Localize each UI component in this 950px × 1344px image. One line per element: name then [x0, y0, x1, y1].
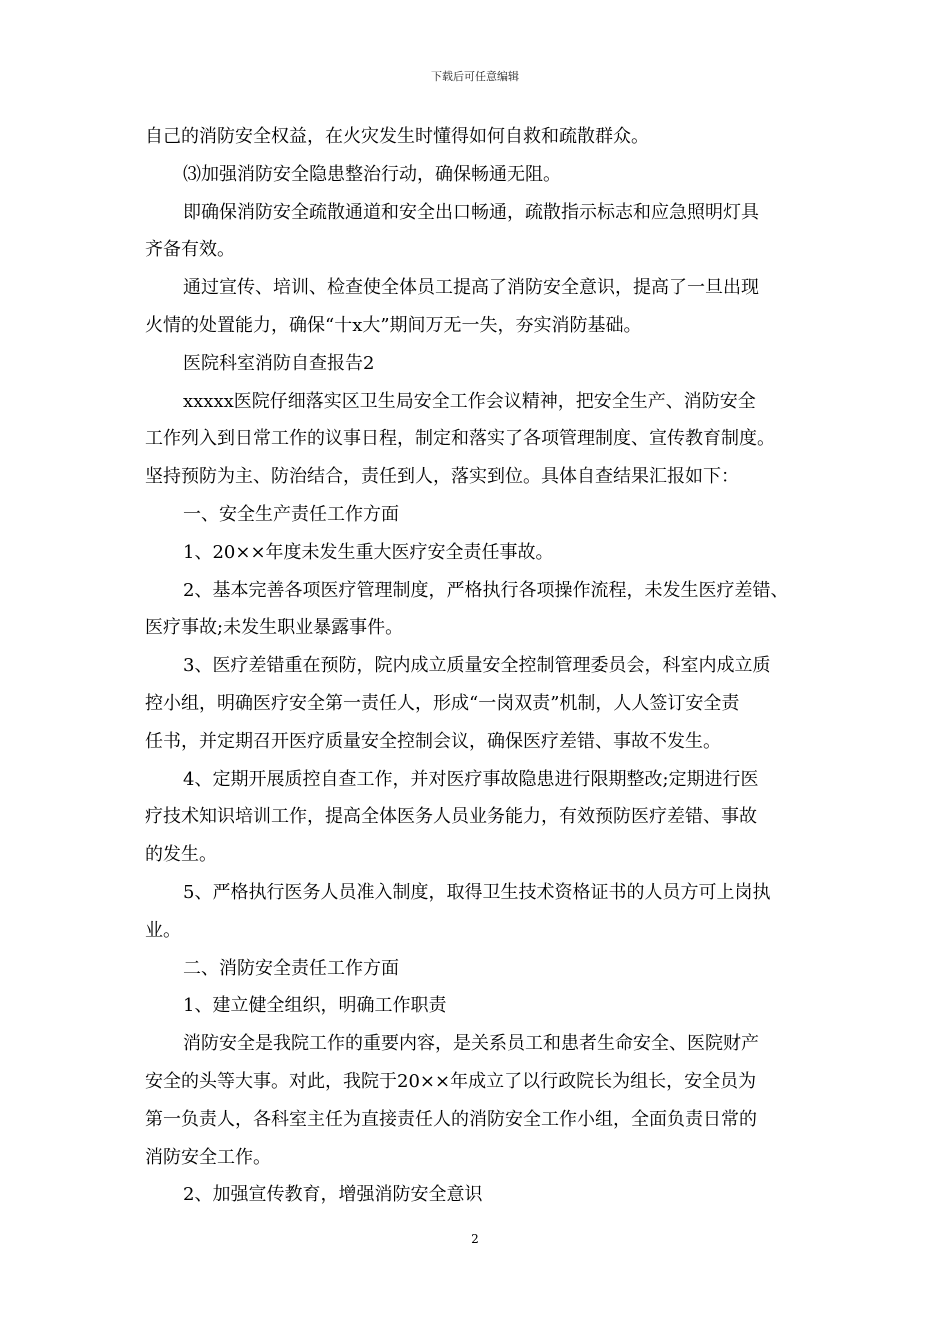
page-header: 下载后可任意编辑	[431, 70, 519, 83]
text-line: xxxxx医院仔细落实区卫生局安全工作会议精神，把安全生产、消防安全	[183, 390, 756, 412]
text-line: 1、建立健全组织，明确工作职责	[183, 995, 447, 1017]
page-number: 2	[471, 1232, 479, 1246]
text-line: 消防安全工作。	[145, 1146, 271, 1168]
document-body	[145, 118, 810, 1214]
text-line: 二、消防安全责任工作方面	[183, 957, 399, 979]
text-line: 工作列入到日常工作的议事日程，制定和落实了各项管理制度、宣传教育制度。	[145, 428, 775, 450]
text-line: 通过宣传、培训、检查使全体员工提高了消防安全意识，提高了一旦出现	[183, 277, 759, 299]
text-line: 坚持预防为主、防治结合，责任到人，落实到位。具体自查结果汇报如下：	[145, 466, 739, 488]
text-line: 2、基本完善各项医疗管理制度，严格执行各项操作流程，未发生医疗差错、	[183, 579, 789, 601]
text-line: 控小组，明确医疗安全第一责任人，形成“一岗双责”机制，人人签订安全责	[145, 692, 740, 714]
text-line: 医疗事故;未发生职业暴露事件。	[145, 617, 404, 639]
text-line: 第一负责人，各科室主任为直接责任人的消防安全工作小组，全面负责日常的	[145, 1108, 757, 1130]
text-line: 4、定期开展质控自查工作，并对医疗事故隐患进行限期整改;定期进行医	[183, 768, 759, 790]
text-line: 齐备有效。	[145, 239, 235, 261]
text-line: 的发生。	[145, 844, 217, 866]
text-line: 火情的处置能力，确保“十x大”期间万无一失，夯实消防基础。	[145, 314, 642, 336]
text-line: 即确保消防安全疏散通道和安全出口畅通，疏散指示标志和应急照明灯具	[183, 201, 759, 223]
text-line: 5、严格执行医务人员准入制度，取得卫生技术资格证书的人员方可上岗执	[183, 881, 771, 903]
text-line: 任书，并定期召开医疗质量安全控制会议，确保医疗差错、事故不发生。	[145, 730, 721, 752]
text-line: 一、安全生产责任工作方面	[183, 503, 399, 525]
text-line: ⑶加强消防安全隐患整治行动，确保畅通无阻。	[183, 163, 561, 185]
text-line: 消防安全是我院工作的重要内容，是关系员工和患者生命安全、医院财产	[183, 1033, 759, 1055]
text-line: 医院科室消防自查报告2	[183, 352, 375, 374]
text-line: 疗技术知识培训工作，提高全体医务人员业务能力，有效预防医疗差错、事故	[145, 806, 757, 828]
text-line: 业。	[145, 919, 181, 941]
text-line: 3、医疗差错重在预防，院内成立质量安全控制管理委员会，科室内成立质	[183, 655, 771, 677]
text-line: 1、20××年度未发生重大医疗安全责任事故。	[183, 541, 554, 563]
text-line: 自己的消防安全权益，在火灾发生时懂得如何自救和疏散群众。	[145, 126, 649, 147]
text-line: 2、加强宣传教育，增强消防安全意识	[183, 1184, 483, 1206]
text-line: 安全的头等大事。对此，我院于20××年成立了以行政院长为组长，安全员为	[145, 1070, 757, 1092]
